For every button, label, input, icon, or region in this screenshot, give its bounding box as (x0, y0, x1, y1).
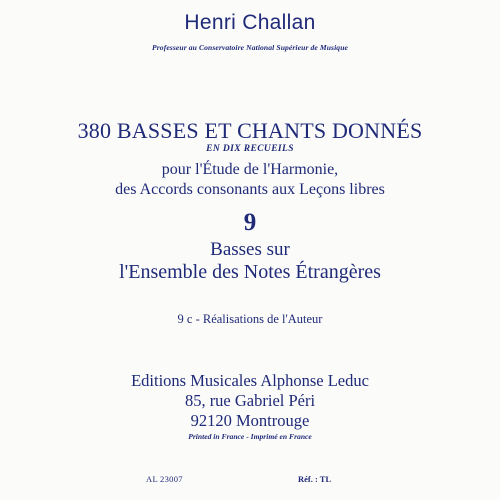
publisher-street: 85, rue Gabriel Péri (184, 391, 316, 410)
volume-number: 9 (243, 209, 257, 236)
publisher-name: Editions Musicales Alphonse Leduc (131, 371, 369, 390)
description-line-2: des Accords consonants aux Leçons libres (115, 181, 385, 198)
catalog-number: AL 23007 (146, 474, 183, 484)
reference-code: Réf. : TL (298, 474, 332, 484)
main-title: 380 BASSES ET CHANTS DONNÉS (77, 118, 423, 143)
author-title: Professeur au Conservatoire National Supérieur de Musique (152, 43, 348, 52)
main-subtitle: EN DIX RECUEILS (206, 144, 294, 154)
printed-in-notice: Printed in France - Imprimé en France (188, 432, 312, 441)
publisher-city: 92120 Montrouge (190, 411, 310, 430)
volume-title-line-1: Basses sur (210, 239, 290, 260)
volume-title-line-2: l'Ensemble des Notes Étrangères (119, 261, 381, 283)
volume-part: 9 c - Réalisations de l'Auteur (177, 312, 323, 326)
author-name: Henri Challan (184, 11, 316, 34)
description-line-1: pour l'Étude de l'Harmonie, (161, 161, 339, 178)
